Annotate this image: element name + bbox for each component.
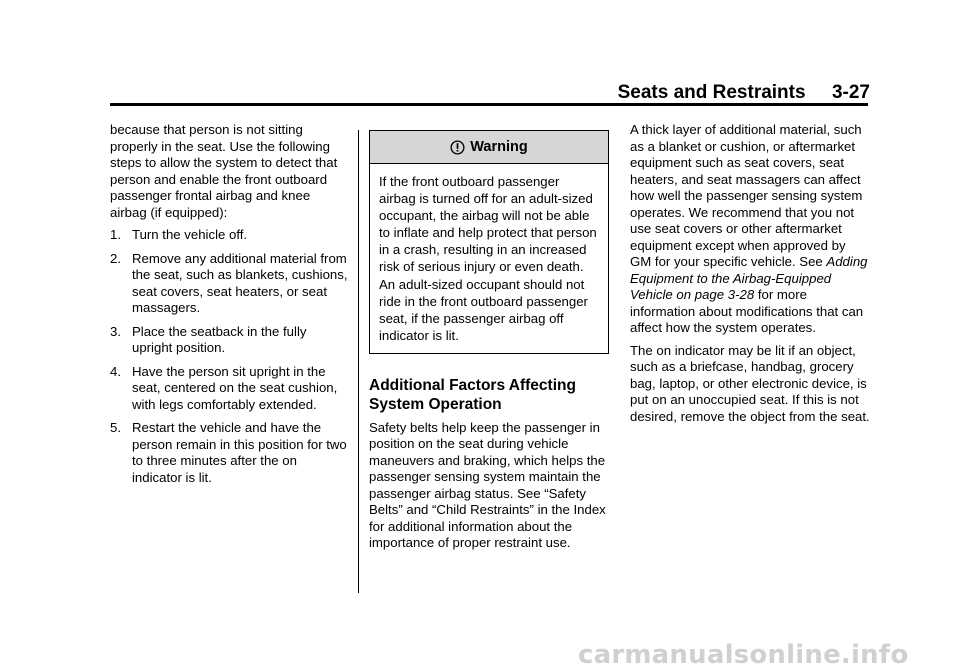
step-text: Restart the vehicle and have the person remain in this position for two to three minutes after the on indicator is lit. xyxy=(132,420,347,485)
section-heading: Additional Factors Affecting System Operation xyxy=(369,376,576,413)
list-item xyxy=(110,324,350,357)
safety-belts-paragraph: Safety belts help keep the passenger in position on the seat during vehicle maneuvers and braking, which helps the passenger sensing system maintain the passenger airbag status. See “Safety Belts” and “Child Restraints” in the Index for additional information about the importance of proper restraint use. xyxy=(369,419,606,551)
list-item xyxy=(110,227,350,244)
list-item xyxy=(110,364,350,414)
steps-list xyxy=(110,227,350,486)
section-title: Seats and Restraints xyxy=(617,82,806,103)
watermark-text: carmanualsonline.info xyxy=(578,640,909,670)
column-1 xyxy=(110,122,350,493)
step-text: Remove any additional material from the seat, such as blankets, cushions, seat covers, seat heaters, or seat massagers. xyxy=(132,250,348,315)
step-number: 3. xyxy=(110,323,121,339)
list-item xyxy=(110,251,350,317)
paragraph-text: A thick layer of additional material, such as a blanket or cushion, or aftermarket equipment such as seat covers, seat heaters, and seat massagers can affect how well the passenger sensing system operates. We recommend that you not use seat covers or other aftermarket equipment except when approved by GM for your specific vehicle. See xyxy=(630,122,863,269)
page-number: 3-27 xyxy=(831,82,870,103)
step-number: 5. xyxy=(110,420,121,435)
step-text: Turn the vehicle off. xyxy=(132,227,248,242)
column-2 xyxy=(369,122,609,558)
list-item xyxy=(110,420,350,486)
column-divider xyxy=(358,130,359,593)
page-header xyxy=(540,82,870,104)
step-number: 1. xyxy=(110,227,121,242)
warning-icon xyxy=(450,140,465,155)
paragraph-text: for more information about modifications that can affect how the system operates. xyxy=(630,287,864,335)
warning-text: If the front outboard passenger airbag is turned off for an adult-sized occupant, the airbag will not be able to inflate and help protect that person in a crash, resulting in an increased risk of serious injury or even death. An adult-sized occupant should not ride in the front outboard passenger seat, if the passenger airbag off indicator is lit. xyxy=(379,174,597,343)
cross-reference-link[interactable]: Adding Equipment to the Airbag-Equipped Vehicle on page 3-28 xyxy=(630,254,868,302)
step-number: 4. xyxy=(110,363,121,379)
warning-title: Warning xyxy=(470,138,528,155)
warning-box xyxy=(369,130,609,354)
column-3 xyxy=(630,122,870,431)
warning-header xyxy=(370,131,608,164)
intro-paragraph: because that person is not sitting properly in the seat. Use the following steps to allow the system to detect that person and enable the front outboard passenger frontal airbag and knee airbag (if equipped): xyxy=(110,122,338,220)
on-indicator-paragraph: The on indicator may be lit if an object, such as a briefcase, handbag, grocery bag, laptop, or other electronic device, is put on an unoccupied seat. If this is not desired, remove the object from the seat. xyxy=(630,342,870,424)
watermark xyxy=(578,640,954,670)
additional-material-paragraph xyxy=(630,122,870,337)
header-rule xyxy=(110,103,868,106)
step-text: Have the person sit upright in the seat, centered on the seat cushion, with legs comfortably extended. xyxy=(132,363,338,412)
step-text: Place the seatback in the fully upright position. xyxy=(132,323,307,355)
step-number: 2. xyxy=(110,250,121,266)
